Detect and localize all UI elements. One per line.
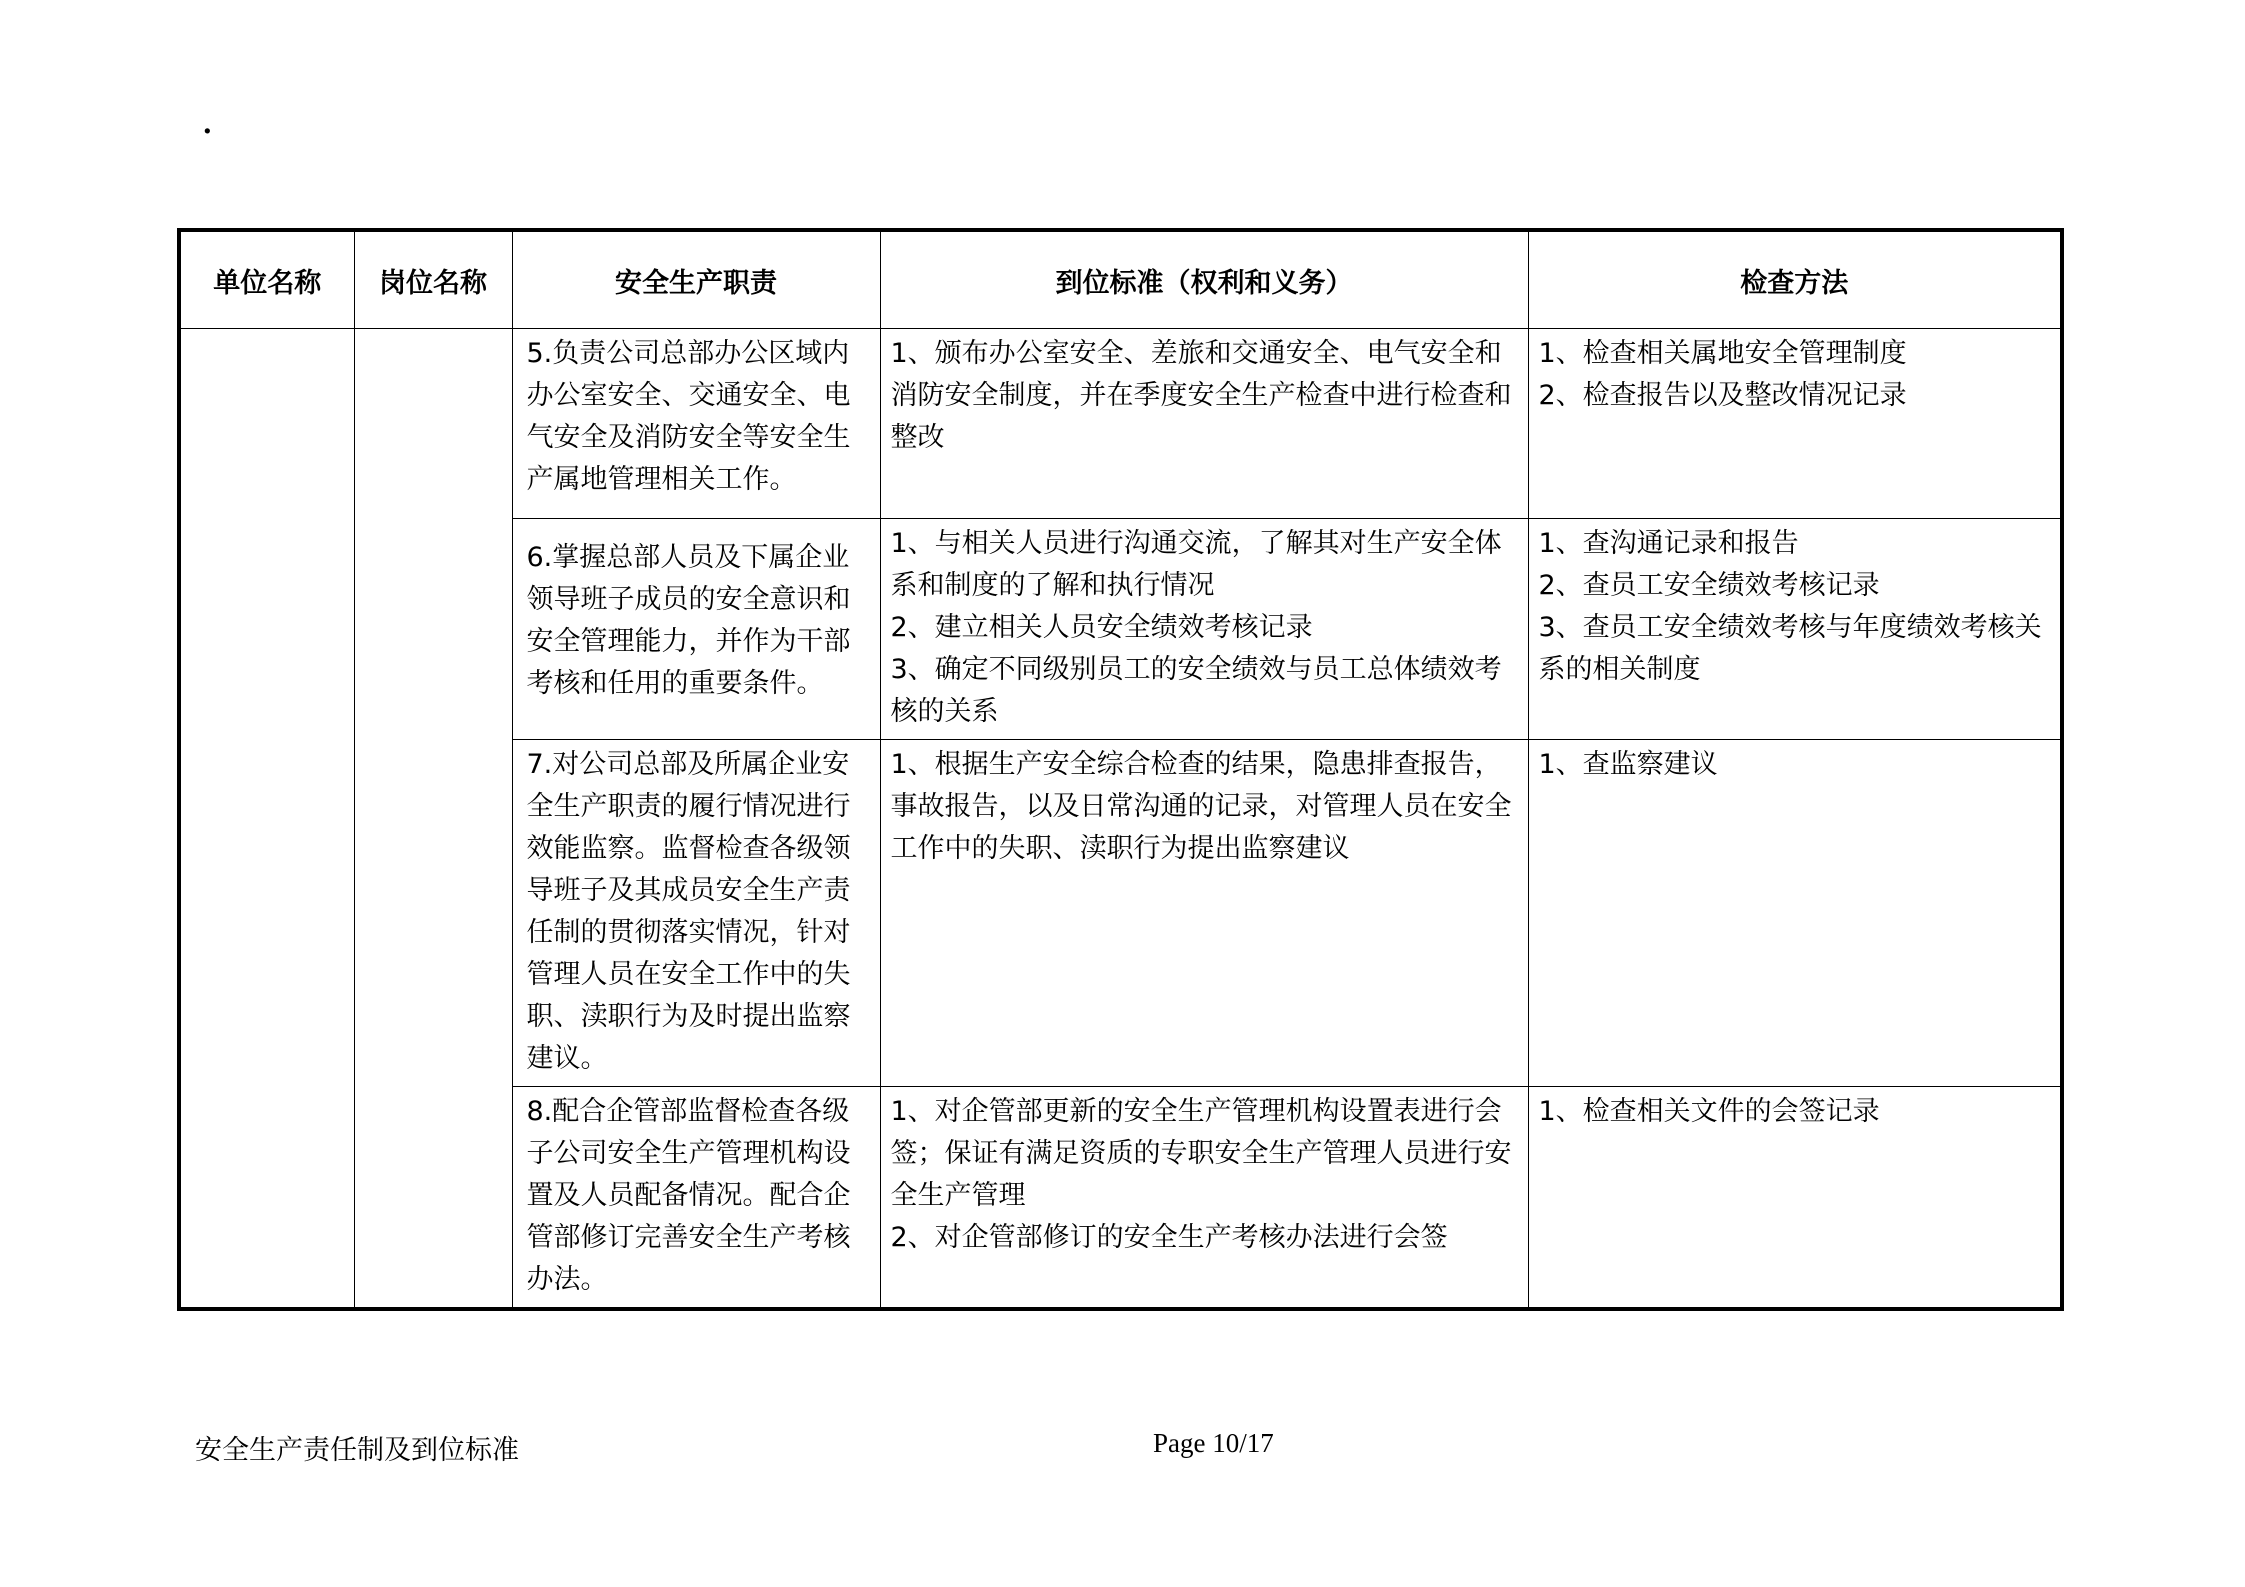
method-cell (1528, 519, 2062, 740)
method-item: 1、检查相关属地安全管理制度 (1538, 338, 1907, 369)
header-standard: 到位标准（权利和义务） (880, 230, 1528, 329)
header-check-method: 检查方法 (1528, 230, 2062, 329)
standard-item: 1、颁布办公室安全、差旅和交通安全、电气安全和消防安全制度，并在季度安全生产检查中进行检查和整改 (890, 338, 1512, 453)
method-item: 2、查员工安全绩效考核记录 (1538, 570, 1880, 601)
method-item: 2、检查报告以及整改情况记录 (1538, 380, 1907, 411)
responsibility-table (177, 228, 2064, 1311)
header-responsibility: 安全生产职责 (512, 230, 880, 329)
method-cell (1528, 1087, 2062, 1310)
standard-item: 3、确定不同级别员工的安全绩效与员工总体绩效考核的关系 (890, 654, 1502, 727)
responsibility-cell (512, 1087, 880, 1310)
table-header-row (179, 230, 2062, 329)
method-cell (1528, 740, 2062, 1087)
header-post-name: 岗位名称 (354, 230, 512, 329)
post-name-cell (354, 329, 512, 1310)
standard-item: 1、与相关人员进行沟通交流，了解其对生产安全体系和制度的了解和执行情况 (890, 528, 1502, 601)
responsibility-text: 5.负责公司总部办公区域内办公室安全、交通安全、电气安全及消防安全等安全生产属地管理相关工作。 (526, 338, 851, 495)
responsibility-text: 6.掌握总部人员及下属企业领导班子成员的安全意识和安全管理能力，并作为干部考核和任用的重要条件。 (526, 542, 851, 699)
responsibility-text: 7.对公司总部及所属企业安全生产职责的履行情况进行效能监察。监督检查各级领导班子及其成员安全生产责任制的贯彻落实情况，针对管理人员在安全工作中的失职、渎职行为及时提出监察建议。 (526, 749, 851, 1074)
standard-cell (880, 519, 1528, 740)
standard-cell (880, 740, 1528, 1087)
standard-cell (880, 329, 1528, 519)
responsibility-text: 8.配合企管部监督检查各级子公司安全生产管理机构设置及人员配备情况。配合企管部修订完善安全生产考核办法。 (526, 1096, 851, 1295)
responsibility-cell (512, 329, 880, 519)
method-cell (1528, 329, 2062, 519)
method-item: 3、查员工安全绩效考核与年度绩效考核关系的相关制度 (1538, 612, 2042, 685)
responsibility-cell (512, 519, 880, 740)
method-item: 1、查沟通记录和报告 (1538, 528, 1799, 559)
method-item: 1、查监察建议 (1538, 749, 1718, 780)
standard-item: 1、根据生产安全综合检查的结果，隐患排查报告，事故报告，以及日常沟通的记录，对管理人员在安全工作中的失职、渎职行为提出监察建议 (890, 749, 1512, 864)
standard-item: 1、对企管部更新的安全生产管理机构设置表进行会签；保证有满足资质的专职安全生产管理人员进行安全生产管理 (890, 1096, 1512, 1211)
table-row (179, 329, 2062, 519)
footer-doc-title: 安全生产责任制及到位标准 (195, 1435, 519, 1466)
standard-item: 2、建立相关人员安全绩效考核记录 (890, 612, 1313, 643)
standard-cell (880, 1087, 1528, 1310)
footer-page-number: Page 10/17 (1153, 1428, 1274, 1458)
responsibility-cell (512, 740, 880, 1087)
standard-item: 2、对企管部修订的安全生产考核办法进行会签 (890, 1222, 1448, 1253)
header-unit-name: 单位名称 (179, 230, 354, 329)
method-item: 1、检查相关文件的会签记录 (1538, 1096, 1880, 1127)
unit-name-cell (179, 329, 354, 1310)
header-mark: · (201, 109, 214, 155)
